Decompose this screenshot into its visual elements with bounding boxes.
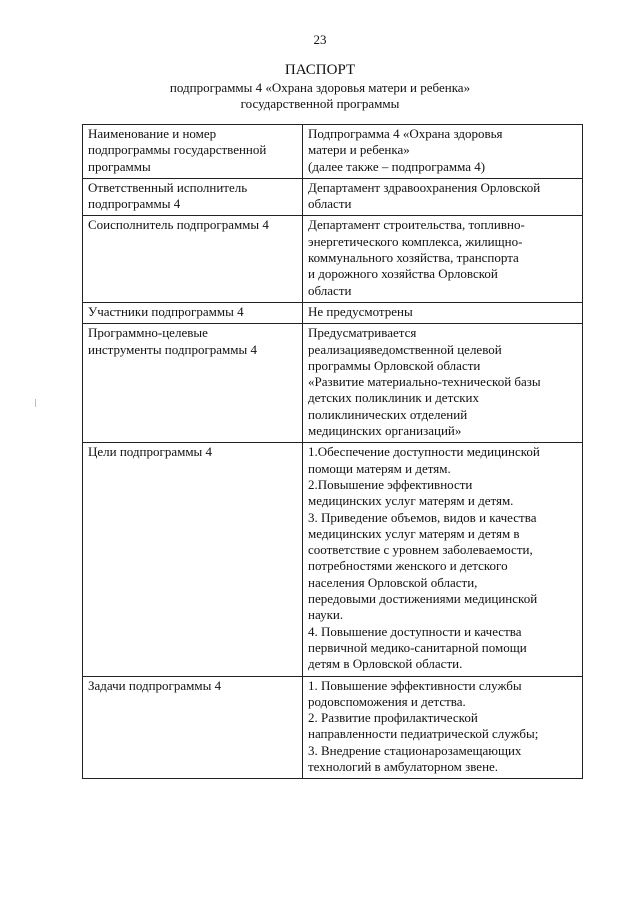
row-label: Наименование и номер подпрограммы государственной программы (83, 125, 303, 179)
table-row (83, 216, 583, 302)
row-label: Соисполнитель подпрограммы 4 (83, 216, 303, 302)
table-row (83, 178, 583, 216)
row-value: 1.Обеспечение доступности медицинской помощи матерям и детям. 2.Повышение эффективности медицинских услуг матерям и детям. 3. Приведение объемов, видов и качества медицинских услуг матерям и детям в соответствие с уровнем заболеваемости, потребностями женского и детского населения Орловской области, передовыми достижениями медицинской науки. 4. Повышение доступности и качества первичной медико-санитарной помощи детям в Орловской области. (303, 443, 583, 676)
table-row (83, 676, 583, 779)
row-label: Ответственный исполнитель подпрограммы 4 (83, 178, 303, 216)
passport-table (82, 124, 583, 779)
table-row (83, 324, 583, 443)
row-value: Не предусмотрены (303, 302, 583, 323)
margin-mark (35, 399, 36, 407)
row-label: Участники подпрограммы 4 (83, 302, 303, 323)
row-label: Задачи подпрограммы 4 (83, 676, 303, 779)
document-title: ПАСПОРТ (284, 62, 356, 78)
row-value: Департамент строительства, топливно- энергетического комплекса, жилищно- коммунального хозяйства, транспорта и дорожного хозяйства Орловской области (303, 216, 583, 302)
subtitle-line: государственной программы (240, 96, 400, 111)
table-row (83, 443, 583, 676)
row-value: Департамент здравоохранения Орловской области (303, 178, 583, 216)
row-value: Подпрограмма 4 «Охрана здоровья матери и ребенка» (далее также – подпрограмма 4) (303, 125, 583, 179)
row-value: Предусматривается реализацияведомственной целевой программы Орловской области «Развитие материально-технической базы детских поликлиник и детских поликлинических отделений медицинских организаций» (303, 324, 583, 443)
page-number: 23 (313, 32, 327, 47)
row-label: Цели подпрограммы 4 (83, 443, 303, 676)
table-row (83, 125, 583, 179)
subtitle-line: подпрограммы 4 «Охрана здоровья матери и ребенка» (169, 80, 471, 95)
table-row (83, 302, 583, 323)
document-subtitle (0, 80, 640, 112)
row-value: 1. Повышение эффективности службы родовспоможения и детства. 2. Развитие профилактической направленности педиатрической службы; 3. Внедрение стационарозамещающих технологий в амбулаторном звене. (303, 676, 583, 779)
row-label: Программно-целевые инструменты подпрограммы 4 (83, 324, 303, 443)
